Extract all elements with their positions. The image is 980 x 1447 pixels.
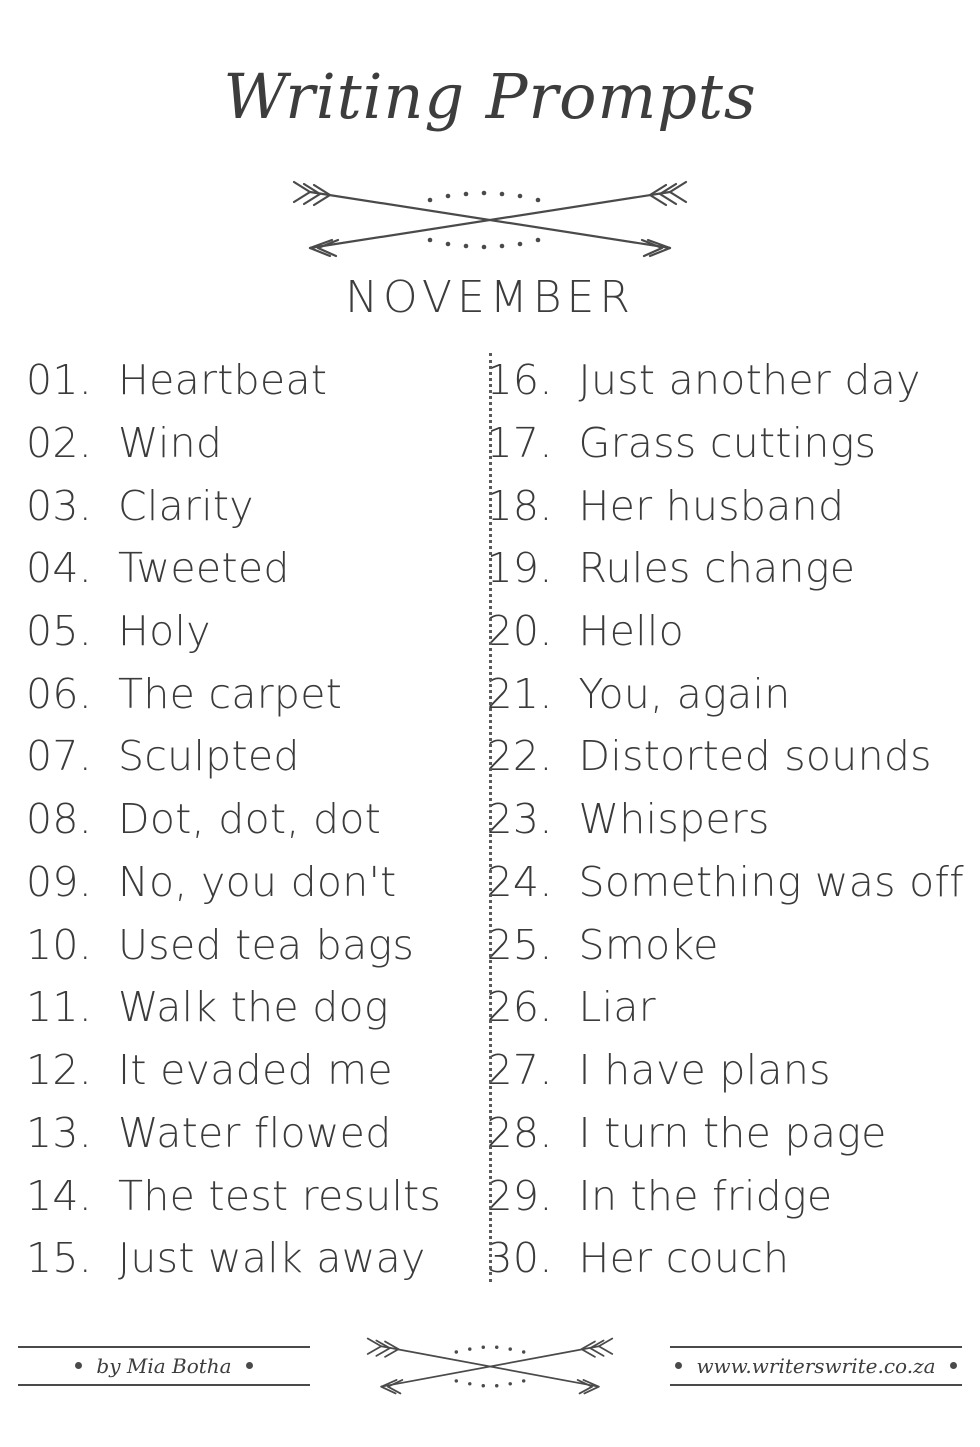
list-item xyxy=(26,1165,451,1228)
list-item xyxy=(487,1039,964,1102)
list-item xyxy=(26,851,451,914)
list-item-number: 08. xyxy=(26,795,93,844)
footer xyxy=(0,1311,980,1421)
website-credit[interactable] xyxy=(670,1346,962,1386)
list-item-label: I have plans xyxy=(578,1046,831,1095)
list-item xyxy=(487,600,964,663)
list-item-label: Whispers xyxy=(578,795,770,844)
author-label: by Mia Botha xyxy=(96,1353,232,1378)
list-item-label: Holy xyxy=(118,607,211,656)
bullet-dot-icon xyxy=(950,1362,957,1369)
page-title: Writing Prompts xyxy=(223,59,757,133)
list-item-label: Smoke xyxy=(578,920,719,969)
prompt-column-right xyxy=(451,349,964,1290)
list-item-label: Her couch xyxy=(578,1234,790,1283)
list-item-label: Clarity xyxy=(118,481,254,530)
list-item-number: 29. xyxy=(486,1171,553,1220)
author-credit xyxy=(18,1346,310,1386)
list-item-number: 22. xyxy=(486,732,553,781)
list-item-label: Heartbeat xyxy=(118,356,328,405)
list-item-number: 12. xyxy=(26,1046,93,1095)
list-item-label: Rules change xyxy=(578,544,856,593)
list-item-number: 03. xyxy=(26,481,93,530)
list-item-label: Just another day xyxy=(578,356,921,405)
list-item-label: The test results xyxy=(118,1171,442,1220)
list-item xyxy=(26,475,451,538)
list-item-label: Distorted sounds xyxy=(578,732,932,781)
list-item-number: 20. xyxy=(486,607,553,656)
list-item-number: 02. xyxy=(26,418,93,467)
list-item-label: Something was off xyxy=(578,857,964,906)
list-item-number: 17. xyxy=(486,418,553,467)
list-item-label: Sculpted xyxy=(118,732,300,781)
list-item xyxy=(26,914,451,977)
list-item-number: 28. xyxy=(486,1108,553,1157)
list-item xyxy=(26,663,451,726)
list-item-label: Wind xyxy=(118,418,223,467)
list-item-number: 07. xyxy=(26,732,93,781)
list-item-number: 15. xyxy=(26,1234,93,1283)
list-item xyxy=(487,725,964,788)
crossed-arrows-ornament xyxy=(360,1327,620,1404)
list-item-number: 10. xyxy=(26,920,93,969)
list-item xyxy=(487,349,964,412)
prompt-list-right xyxy=(487,349,964,1290)
list-item xyxy=(487,1165,964,1228)
list-item-number: 23. xyxy=(486,795,553,844)
list-item-number: 06. xyxy=(26,669,93,718)
list-item xyxy=(26,725,451,788)
column-divider xyxy=(489,353,492,1282)
list-item-number: 24. xyxy=(486,857,553,906)
list-item-number: 01. xyxy=(26,356,93,405)
bullet-dot-icon xyxy=(75,1362,82,1369)
list-item xyxy=(487,976,964,1039)
prompt-column-left xyxy=(18,349,451,1290)
list-item xyxy=(487,851,964,914)
list-item xyxy=(26,976,451,1039)
writing-prompts-poster xyxy=(0,42,980,1447)
list-item-label: Her husband xyxy=(578,481,845,530)
list-item-label: Dot, dot, dot xyxy=(118,795,382,844)
list-item-label: Tweeted xyxy=(118,544,290,593)
prompt-list-left xyxy=(26,349,451,1290)
list-item-number: 04. xyxy=(26,544,93,593)
list-item-label: In the fridge xyxy=(578,1171,833,1220)
list-item-number: 21. xyxy=(486,669,553,718)
list-item-label: You, again xyxy=(578,669,791,718)
list-item-number: 25. xyxy=(486,920,553,969)
bullet-dot-icon xyxy=(675,1362,682,1369)
website-label: www.writerswrite.co.za xyxy=(696,1353,936,1378)
list-item xyxy=(487,914,964,977)
list-item-number: 26. xyxy=(486,983,553,1032)
list-item xyxy=(26,600,451,663)
list-item xyxy=(487,475,964,538)
list-item xyxy=(26,537,451,600)
list-item-number: 14. xyxy=(26,1171,93,1220)
list-item xyxy=(26,349,451,412)
list-item-label: I turn the page xyxy=(578,1108,887,1157)
list-item xyxy=(26,1039,451,1102)
list-item xyxy=(26,1102,451,1165)
list-item xyxy=(487,1102,964,1165)
list-item xyxy=(487,788,964,851)
footer-ornament-wrap xyxy=(355,1327,625,1404)
list-item-label: Hello xyxy=(578,607,684,656)
list-item-label: No, you don't xyxy=(118,857,397,906)
bullet-dot-icon xyxy=(246,1362,253,1369)
list-item-label: Grass cuttings xyxy=(578,418,877,467)
list-item-label: Walk the dog xyxy=(118,983,389,1032)
list-item xyxy=(487,412,964,475)
month-label: NOVEMBER xyxy=(345,272,635,324)
list-item xyxy=(26,412,451,475)
prompt-columns xyxy=(0,349,980,1290)
list-item-number: 13. xyxy=(26,1108,93,1157)
list-item-number: 16. xyxy=(486,356,553,405)
list-item xyxy=(487,537,964,600)
list-item xyxy=(487,1227,964,1290)
list-item-label: The carpet xyxy=(118,669,343,718)
list-item-number: 27. xyxy=(486,1046,553,1095)
list-item-label: It evaded me xyxy=(118,1046,393,1095)
list-item-label: Liar xyxy=(578,983,656,1032)
list-item-label: Used tea bags xyxy=(118,920,415,969)
list-item-number: 18. xyxy=(486,481,553,530)
list-item xyxy=(487,663,964,726)
list-item-number: 11. xyxy=(26,983,93,1032)
list-item-number: 19. xyxy=(486,544,553,593)
list-item xyxy=(26,788,451,851)
list-item-number: 30. xyxy=(486,1234,553,1283)
list-item-label: Water flowed xyxy=(118,1108,392,1157)
list-item-number: 05. xyxy=(26,607,93,656)
list-item-label: Just walk away xyxy=(118,1234,426,1283)
crossed-arrows-ornament xyxy=(280,170,700,270)
list-item-number: 09. xyxy=(26,857,93,906)
list-item xyxy=(26,1227,451,1290)
